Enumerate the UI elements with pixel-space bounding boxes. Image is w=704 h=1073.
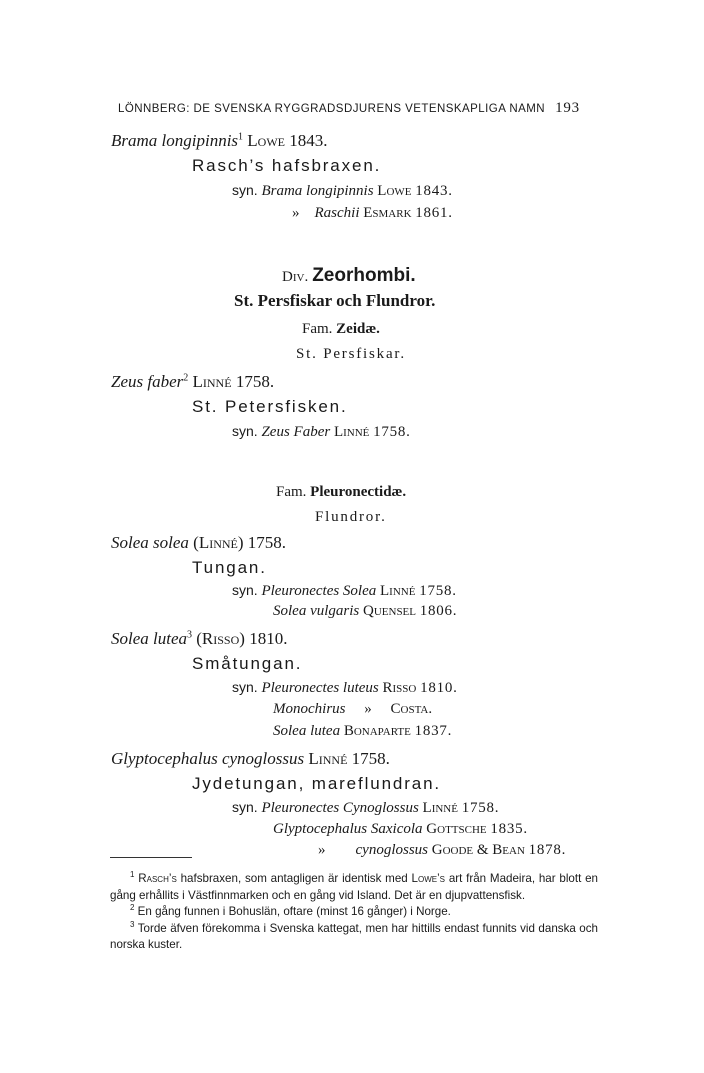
synonym-line: Glyptocephalus Saxicola Gottsche 1835.	[273, 821, 528, 837]
species-heading-glyptocephalus: Glyptocephalus cynoglossus Linné 1758.	[111, 749, 390, 768]
synonym-line: Monochirus » Costa.	[273, 701, 433, 717]
family-heading-pleuronectidae: Fam. Pleuronectidæ.	[276, 484, 407, 500]
species-heading-solea-lutea: Solea lutea$^3$ (Risso) 1810.	[111, 629, 288, 648]
footnote-3: $^3$ Torde äfven förekomma i Svenska kattegat, men har hittills endast funnits vid danska och norska kuster.	[110, 919, 598, 951]
family-heading-zeidae: Fam. Zeidæ.	[302, 321, 380, 337]
footnote-1: $^1$ Rasch’s hafsbraxen, som antagligen är identisk med Lowe’s art från Madeira, har blott en gång erhållits i Västfinnmarken och en gång vid Island. Det är en djupvattensfisk.	[110, 870, 599, 902]
common-name-brama: Rasch’s hafsbraxen.	[192, 156, 382, 175]
division-heading: Div. Zeorhombi.	[282, 265, 416, 286]
species-heading-solea-solea: Solea solea (Linné) 1758.	[111, 533, 287, 552]
footnotes	[110, 871, 598, 954]
footnote-ref: 2	[183, 372, 189, 384]
running-title: LÖNNBERG: DE SVENSKA RYGGRADSDJURENS VETENSKAPLIGA NAMN	[118, 103, 546, 115]
synonym-line: syn. Zeus Faber Linné 1758.	[232, 423, 411, 440]
species-heading-brama: Brama longipinnis$^1$ Lowe 1843.	[111, 131, 328, 150]
common-name-solea-solea: Tungan.	[192, 558, 267, 577]
synonym-line: » cynoglossus Goode & Bean 1878.	[318, 842, 567, 858]
footnote-2: $^2$ En gång funnen i Bohuslän, oftare (minst 16 gånger) i Norge.	[130, 903, 451, 918]
footnote-rule	[110, 857, 192, 858]
footnote-ref: 3	[187, 629, 193, 641]
synonym-line: syn. Brama longipinnis Lowe 1843.	[232, 182, 453, 199]
footnote-ref: 1	[238, 131, 244, 143]
synonym-line: syn. Pleuronectes luteus Risso 1810.	[232, 679, 458, 696]
page-number: 193	[555, 100, 580, 116]
running-header	[118, 101, 580, 116]
species-heading-zeus: Zeus faber$^2$ Linné 1758.	[111, 372, 275, 391]
synonym-line: syn. Pleuronectes Cynoglossus Linné 1758.	[232, 799, 500, 816]
synonym-line: syn. Pleuronectes Solea Linné 1758.	[232, 582, 457, 599]
synonym-line: Solea vulgaris Quensel 1806.	[273, 603, 458, 619]
common-name-zeus: St. Petersfisken.	[192, 397, 348, 416]
common-name-glyptocephalus: Jydetungan, mareflundran.	[192, 774, 441, 793]
common-name-solea-lutea: Småtungan.	[192, 654, 303, 673]
synonym-line: » Raschii Esmark 1861.	[292, 205, 453, 221]
order-heading: St. Persfiskar och Flundror.	[234, 291, 436, 310]
family-common-zeidae: St. Persfiskar.	[296, 346, 406, 362]
synonym-line: Solea lutea Bonaparte 1837.	[273, 723, 453, 739]
family-common-pleuronectidae: Flundror.	[315, 509, 387, 525]
